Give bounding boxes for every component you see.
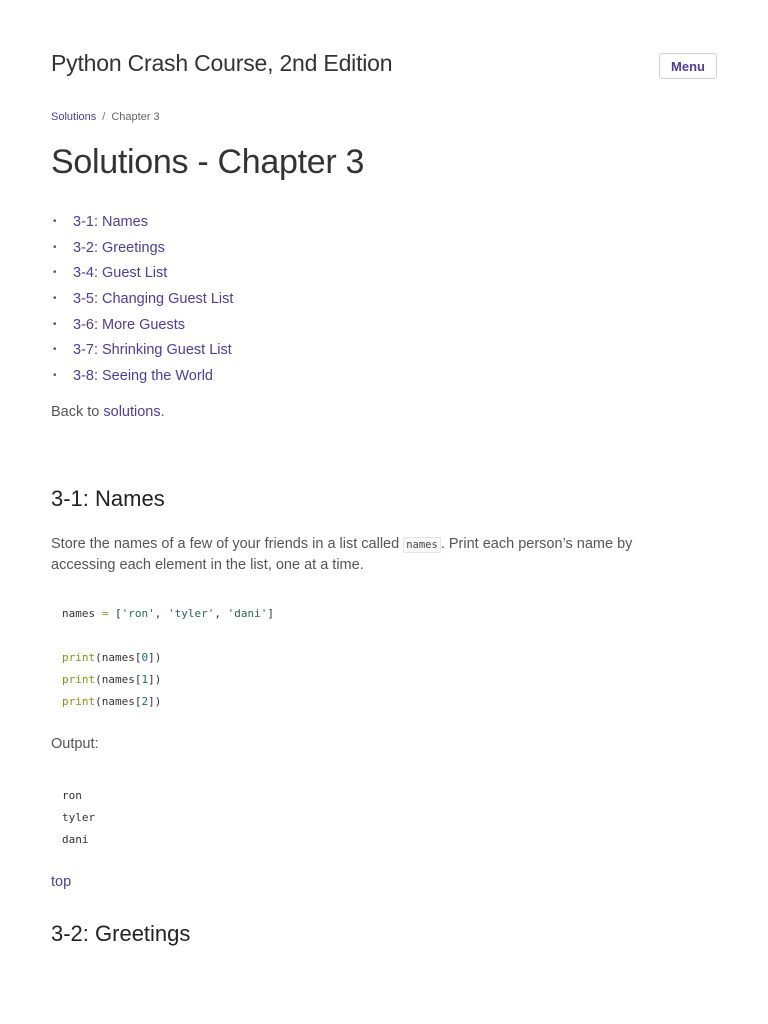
code-var: names [101, 651, 135, 664]
toc-item [51, 289, 233, 315]
code-index: 2 [141, 695, 149, 708]
code-var: names [62, 607, 96, 620]
code-block-output [62, 785, 95, 851]
code-index: 0 [141, 651, 149, 664]
code-print-fn: print [62, 695, 96, 708]
toc-link-3-7[interactable]: 3-7: Shrinking Guest List [73, 342, 232, 359]
code-string: 'dani' [227, 607, 268, 620]
code-var: names [101, 673, 135, 686]
code-comma: , [214, 607, 228, 620]
bullet-icon: • [53, 267, 57, 279]
bullet-icon: • [53, 241, 57, 253]
breadcrumb [51, 111, 160, 123]
top-link[interactable]: top [51, 874, 72, 890]
site-title[interactable]: Python Crash Course, 2nd Edition [51, 50, 393, 76]
code-string: 'tyler' [168, 607, 215, 620]
section-heading-3-2: 3-2: Greetings [51, 921, 191, 946]
toc-item [51, 212, 233, 238]
toc-item [51, 315, 233, 341]
toc-item [51, 238, 233, 264]
back-prefix: Back to [51, 404, 104, 420]
output-line: tyler [62, 811, 96, 824]
code-comma: , [154, 607, 168, 620]
code-block-solution: names = ['ron', 'tyler', 'dani'] print(names[0]) print(names[1]) print(names[2]) [62, 607, 274, 708]
page-title: Solutions - Chapter 3 [51, 143, 365, 181]
output-line: ron [62, 789, 82, 802]
breadcrumb-current: Chapter 3 [111, 111, 160, 123]
bullet-icon: • [53, 216, 57, 227]
solutions-link[interactable]: solutions [103, 404, 161, 420]
toc-item [51, 263, 233, 289]
toc-link-3-4[interactable]: 3-4: Guest List [73, 265, 168, 282]
menu-button[interactable]: Menu [659, 53, 717, 79]
toc-link-3-2[interactable]: 3-2: Greetings [73, 239, 165, 256]
code-var: names [101, 695, 135, 708]
code-bracket-open: [ [115, 607, 122, 620]
toc-link-3-5[interactable]: 3-5: Changing Guest List [73, 291, 234, 308]
toc-link-3-6[interactable]: 3-6: More Guests [73, 316, 186, 333]
table-of-contents [51, 212, 233, 392]
inline-code-names: names [403, 537, 441, 553]
breadcrumb-solutions-link[interactable]: Solutions [51, 111, 97, 123]
toc-item [51, 340, 233, 366]
back-to-solutions [51, 404, 165, 420]
exercise-description [51, 534, 691, 575]
toc-link-3-8[interactable]: 3-8: Seeing the World [73, 368, 213, 385]
section-heading-3-1: 3-1: Names [51, 486, 165, 511]
code-string: 'ron' [121, 607, 155, 620]
code-print-fn: print [62, 651, 96, 664]
description-text-end: . Print each person’s name by accessing each element in the list, one at a time. [51, 536, 633, 573]
toc-item [51, 366, 233, 392]
back-suffix: . [160, 404, 165, 420]
output-line: dani [62, 833, 89, 846]
breadcrumb-separator: / [102, 111, 106, 123]
bullet-icon: • [53, 344, 57, 356]
code-print-fn: print [62, 673, 96, 686]
description-text-start: Store the names of a few of your friends in a list called [51, 536, 404, 552]
code-bracket-close: ] [267, 607, 274, 620]
output-label: Output: [51, 736, 99, 752]
code-assign-op: = [101, 607, 109, 620]
code-index: 1 [141, 673, 149, 686]
bullet-icon: • [53, 318, 57, 330]
bullet-icon: • [53, 293, 57, 305]
toc-link-3-1[interactable]: 3-1: Names [73, 214, 148, 230]
bullet-icon: • [53, 370, 57, 382]
